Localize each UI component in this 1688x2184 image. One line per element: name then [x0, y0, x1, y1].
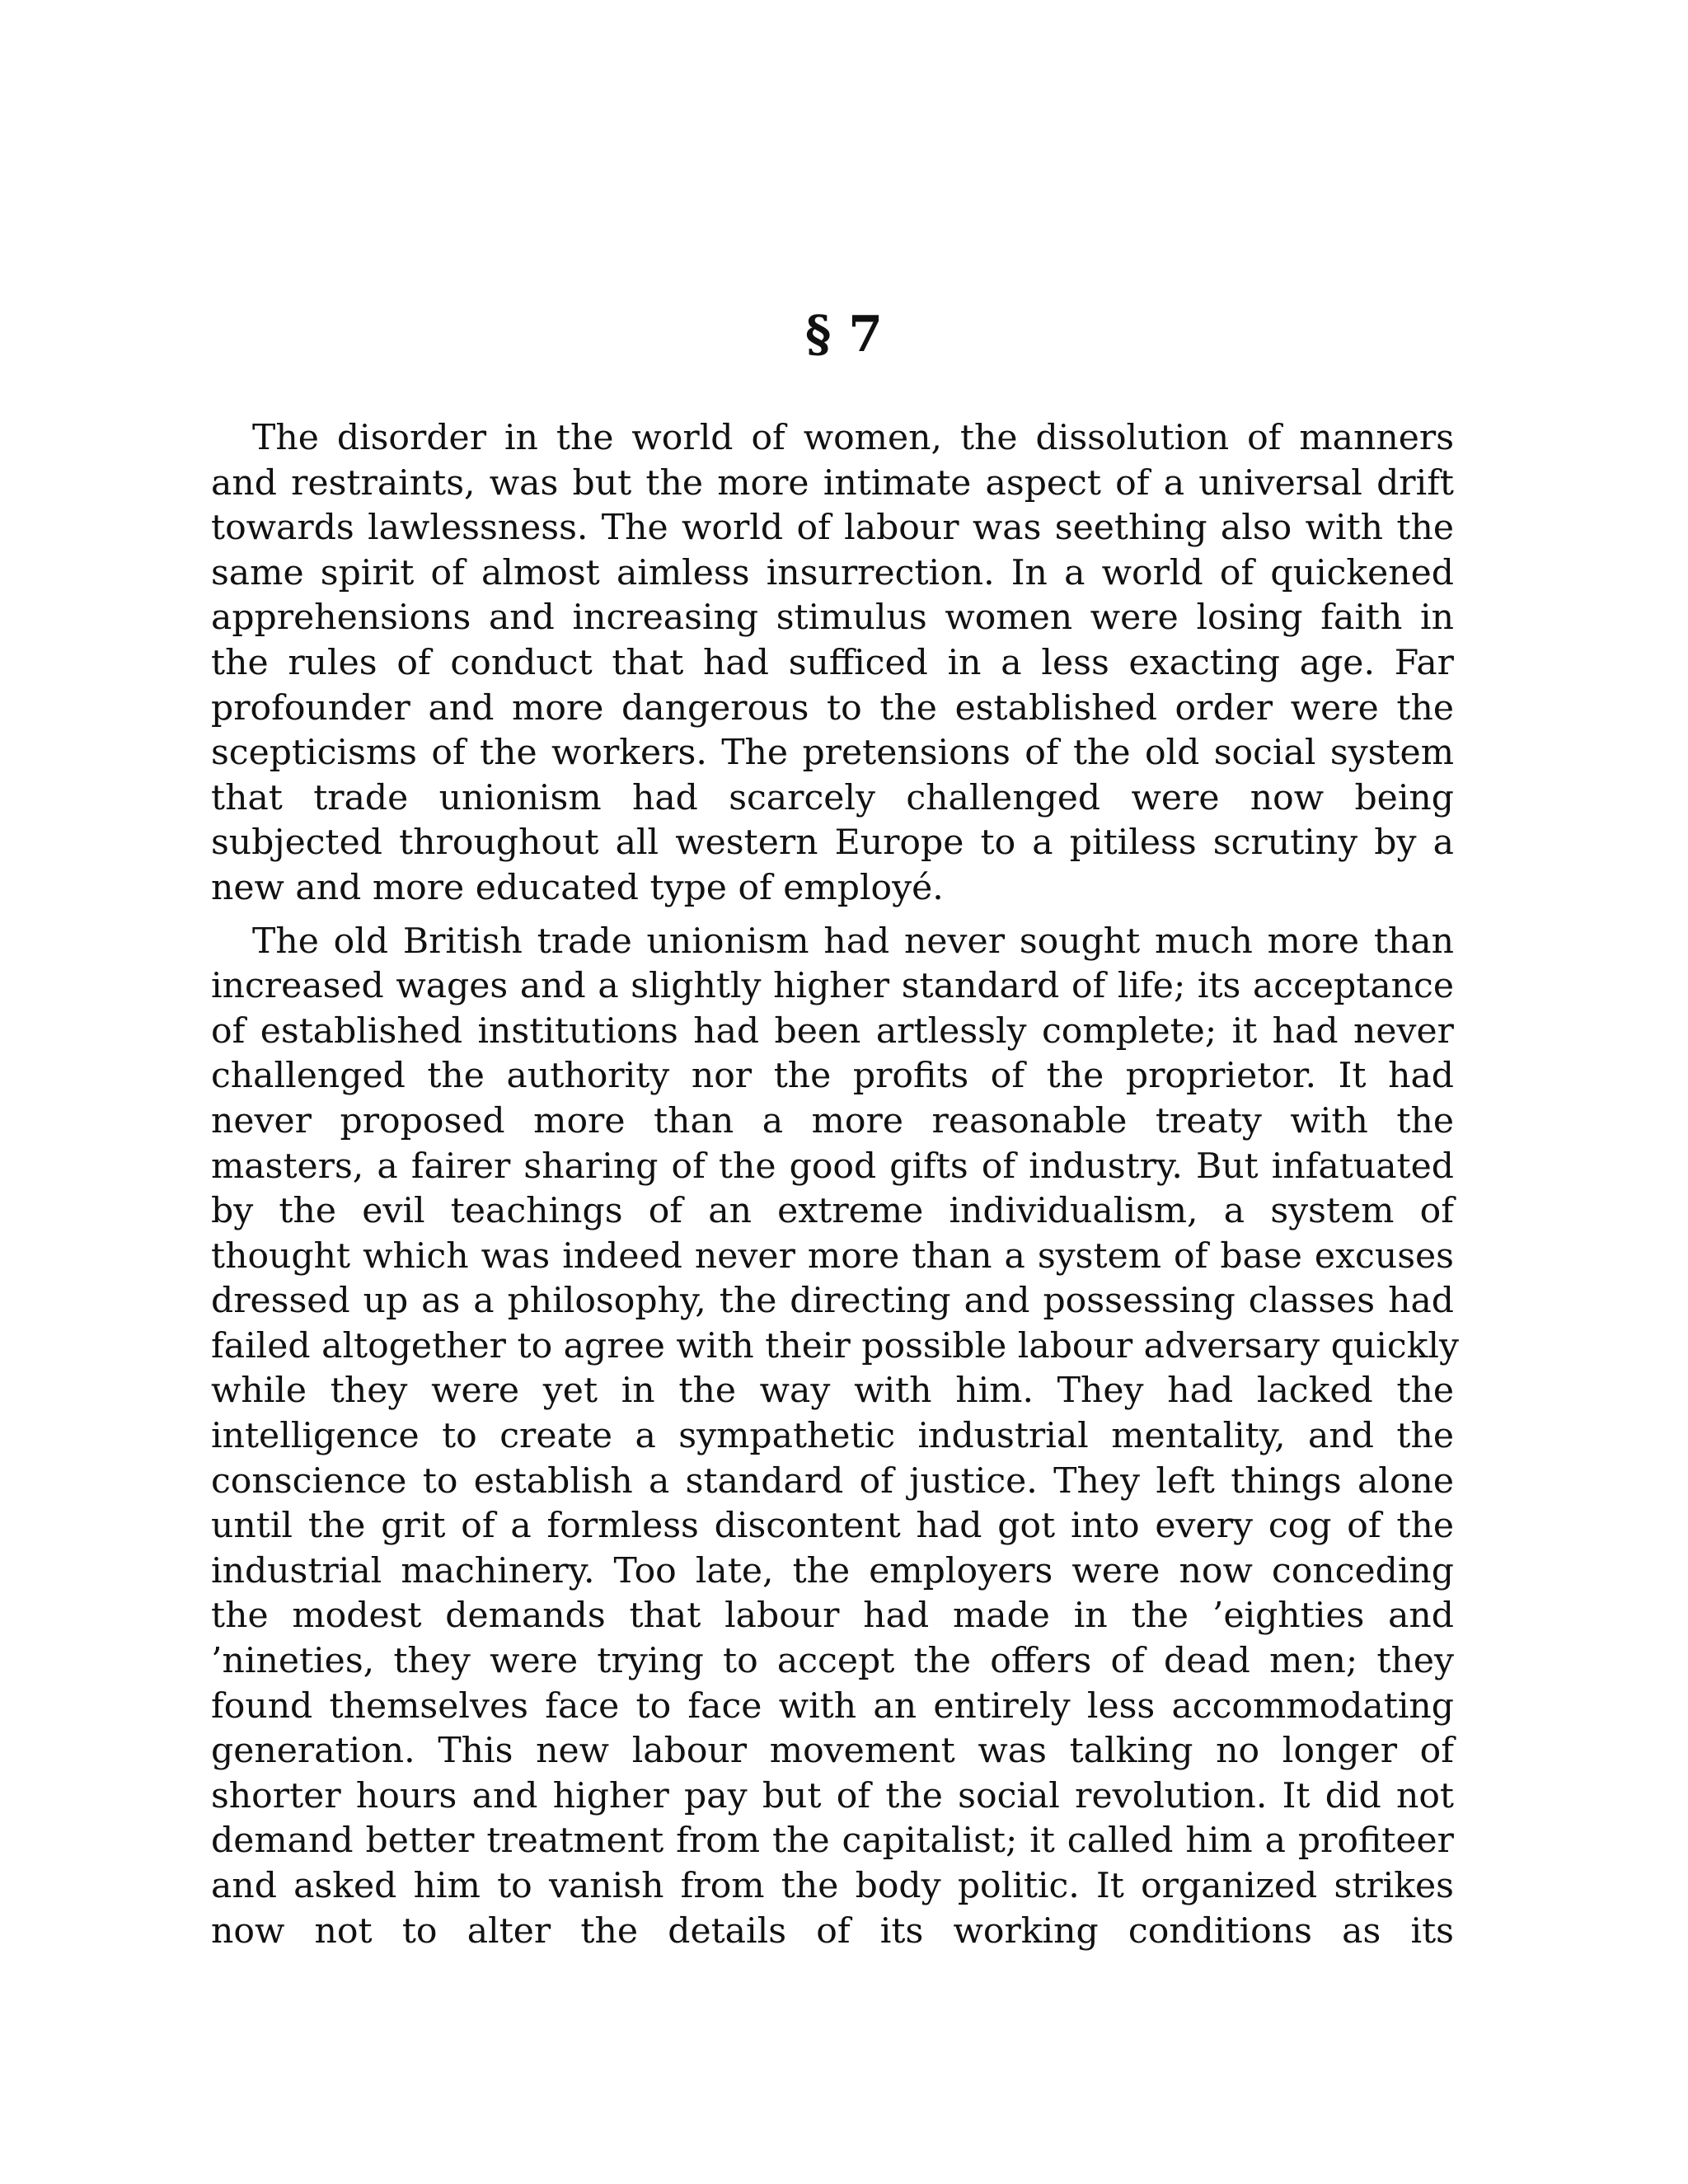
text-line: demand better treatment from the capitalist; it called him a profiteer [211, 1821, 1454, 1862]
text-line: profounder and more dangerous to the established order were the [211, 687, 1454, 729]
text-line: the rules of conduct that had sufficed in a less exacting age. Far [211, 642, 1454, 683]
text-line: The disorder in the world of women, the dissolution of manners [252, 418, 1454, 458]
text-line: thought which was indeed never more than a system of base excuses [211, 1235, 1454, 1277]
text-line: never proposed more than a more reasonable treaty with the [211, 1100, 1454, 1141]
text-line: intelligence to create a sympathetic industrial mentality, and the [211, 1416, 1454, 1457]
text-line: dressed up as a philosophy, the directing and possessing classes had [211, 1281, 1454, 1322]
text-line: same spirit of almost aimless insurrection. In a world of quickened [211, 552, 1454, 593]
text-line: and asked him to vanish from the body politic. It organized strikes [211, 1866, 1454, 1906]
text-line: increased wages and a slightly higher standard of life; its acceptance [211, 966, 1454, 1007]
text-line: The old British trade unionism had never sought much more than [252, 921, 1454, 962]
text-line: ’nineties, they were trying to accept the offers of dead men; they [211, 1641, 1454, 1682]
text-line: until the grit of a formless discontent had got into every cog of the [211, 1506, 1454, 1547]
text-line: that trade unionism had scarcely challenged were now being [211, 777, 1454, 818]
text-line: industrial machinery. Too late, the employers were now conceding [211, 1550, 1454, 1591]
text-line: masters, a fairer sharing of the good gifts of industry. But infatuated [211, 1146, 1454, 1187]
text-line: towards lawlessness. The world of labour was seething also with the [211, 508, 1454, 549]
text-line: scepticisms of the workers. The pretensions of the old social system [211, 733, 1454, 774]
text-line: apprehensions and increasing stimulus women were losing faith in [211, 598, 1454, 639]
body-text [211, 416, 1460, 1962]
text-line: shorter hours and higher pay but of the social revolution. It did not [211, 1775, 1454, 1816]
text-line: generation. This new labour movement was talking no longer of [211, 1731, 1454, 1772]
text-line: by the evil teachings of an extreme individualism, a system of [211, 1191, 1454, 1232]
text-line: the modest demands that labour had made in the ’eighties and [211, 1596, 1454, 1637]
text-line: new and more educated type of employé. [211, 867, 944, 908]
text-line: of established institutions had been artlessly complete; it had never [211, 1010, 1454, 1052]
text-line: while they were yet in the way with him. They had lacked the [211, 1371, 1454, 1412]
text-line: and restraints, was but the more intimate aspect of a universal drift [211, 462, 1454, 504]
text-line: found themselves face to face with an entirely less accommodating [211, 1685, 1454, 1727]
text-line: failed altogether to agree with their possible labour adversary quickly [211, 1325, 1460, 1366]
paragraph-2 [211, 920, 1460, 1955]
text-line: subjected throughout all western Europe to a pitiless scrutiny by a [211, 823, 1454, 864]
text-line: now not to alter the details of its working conditions as its [211, 1910, 1454, 1952]
section-heading: § 7 [804, 306, 883, 363]
paragraph-1 [211, 416, 1454, 912]
text-line: challenged the authority nor the profits of the proprietor. It had [211, 1056, 1454, 1097]
text-line: conscience to establish a standard of justice. They left things alone [211, 1460, 1454, 1502]
